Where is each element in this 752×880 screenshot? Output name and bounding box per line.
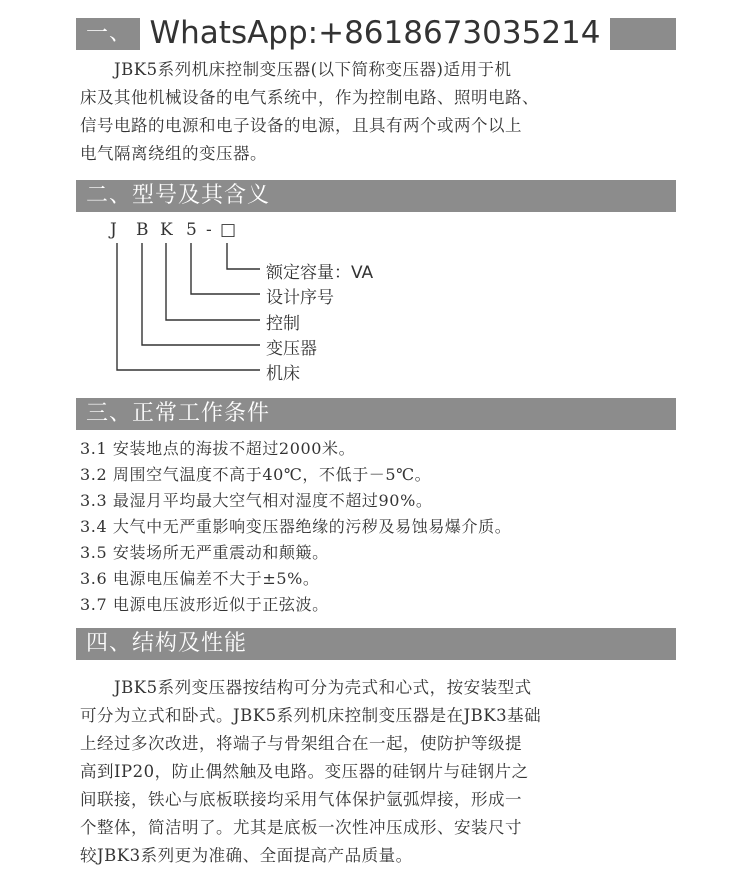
section-2-title: 二、型号及其含义 — [86, 183, 271, 208]
code-dash: - — [206, 220, 212, 240]
line-machine-tool — [117, 243, 260, 370]
code-capacity-box: □ — [220, 220, 237, 240]
paragraph-line: JBK5系列机床控制变压器(以下简称变压器)适用于机 — [114, 60, 512, 79]
section-3-title: 三、正常工作条件 — [86, 401, 271, 426]
label-design-number: 设计序号 — [266, 288, 334, 308]
line-capacity — [227, 243, 260, 269]
section-1-title: 一、 — [86, 21, 133, 46]
paragraph-line: 电气隔离绕组的变压器。 — [80, 144, 267, 163]
paragraph-line: 可分为立式和卧式。JBK5系列机床控制变压器是在JBK3基础 — [80, 706, 542, 725]
line-control — [166, 243, 260, 320]
paragraph-line: 较JBK3系列更为准确、全面提高产品质量。 — [80, 846, 413, 865]
condition-item: 3.3 最湿月平均最大空气相对湿度不超过90%。 — [80, 491, 433, 510]
condition-item: 3.6 电源电压偏差不大于±5%。 — [80, 569, 320, 588]
paragraph-line: JBK5系列变压器按结构可分为壳式和心式，按安装型式 — [114, 678, 532, 697]
section-4-title: 四、结构及性能 — [86, 631, 248, 656]
code-letter-k: K — [160, 220, 173, 240]
conditions-list — [80, 436, 511, 618]
condition-item: 3.5 安装场所无严重震动和颠簸。 — [80, 543, 329, 562]
label-machine-tool: 机床 — [266, 364, 300, 384]
paragraph-line: 间联接，铁心与底板联接均采用气体保护氩弧焊接，形成一 — [80, 790, 522, 809]
condition-item: 3.7 电源电压波形近似于正弦波。 — [80, 595, 329, 614]
code-letter-b: B — [136, 220, 149, 240]
paragraph-line: 上经过多次改进，将端子与骨架组合在一起，使防护等级提 — [80, 734, 522, 753]
paragraph-line: 信号电路的电源和电子设备的电源，且具有两个或两个以上 — [80, 116, 522, 135]
section-4-header — [76, 628, 676, 660]
watermark-overlay: WhatsApp:+8618673035214 — [140, 10, 610, 56]
label-control: 控制 — [266, 314, 300, 334]
paragraph-line: 个整体，简洁明了。尤其是底板一次性冲压成形、安装尺寸 — [80, 818, 522, 837]
condition-item: 3.1 安装地点的海拔不超过2000米。 — [80, 439, 356, 458]
section-4-paragraph — [80, 674, 676, 870]
label-transformer: 变压器 — [266, 339, 317, 359]
code-letter-j: J — [110, 220, 117, 240]
section-3-header — [76, 398, 676, 430]
label-rated-capacity: 额定容量：VA — [266, 263, 374, 283]
code-digit-5: 5 — [186, 220, 197, 240]
condition-item: 3.2 周围空气温度不高于40℃，不低于－5℃。 — [80, 465, 432, 484]
paragraph-line: 高到IP20，防止偶然触及电路。变压器的硅钢片与硅钢片之 — [80, 762, 529, 781]
paragraph-line: 床及其他机械设备的电气系统中，作为控制电路、照明电路、 — [80, 88, 539, 107]
condition-item: 3.4 大气中无严重影响变压器绝缘的污秽及易蚀易爆介质。 — [80, 517, 512, 536]
